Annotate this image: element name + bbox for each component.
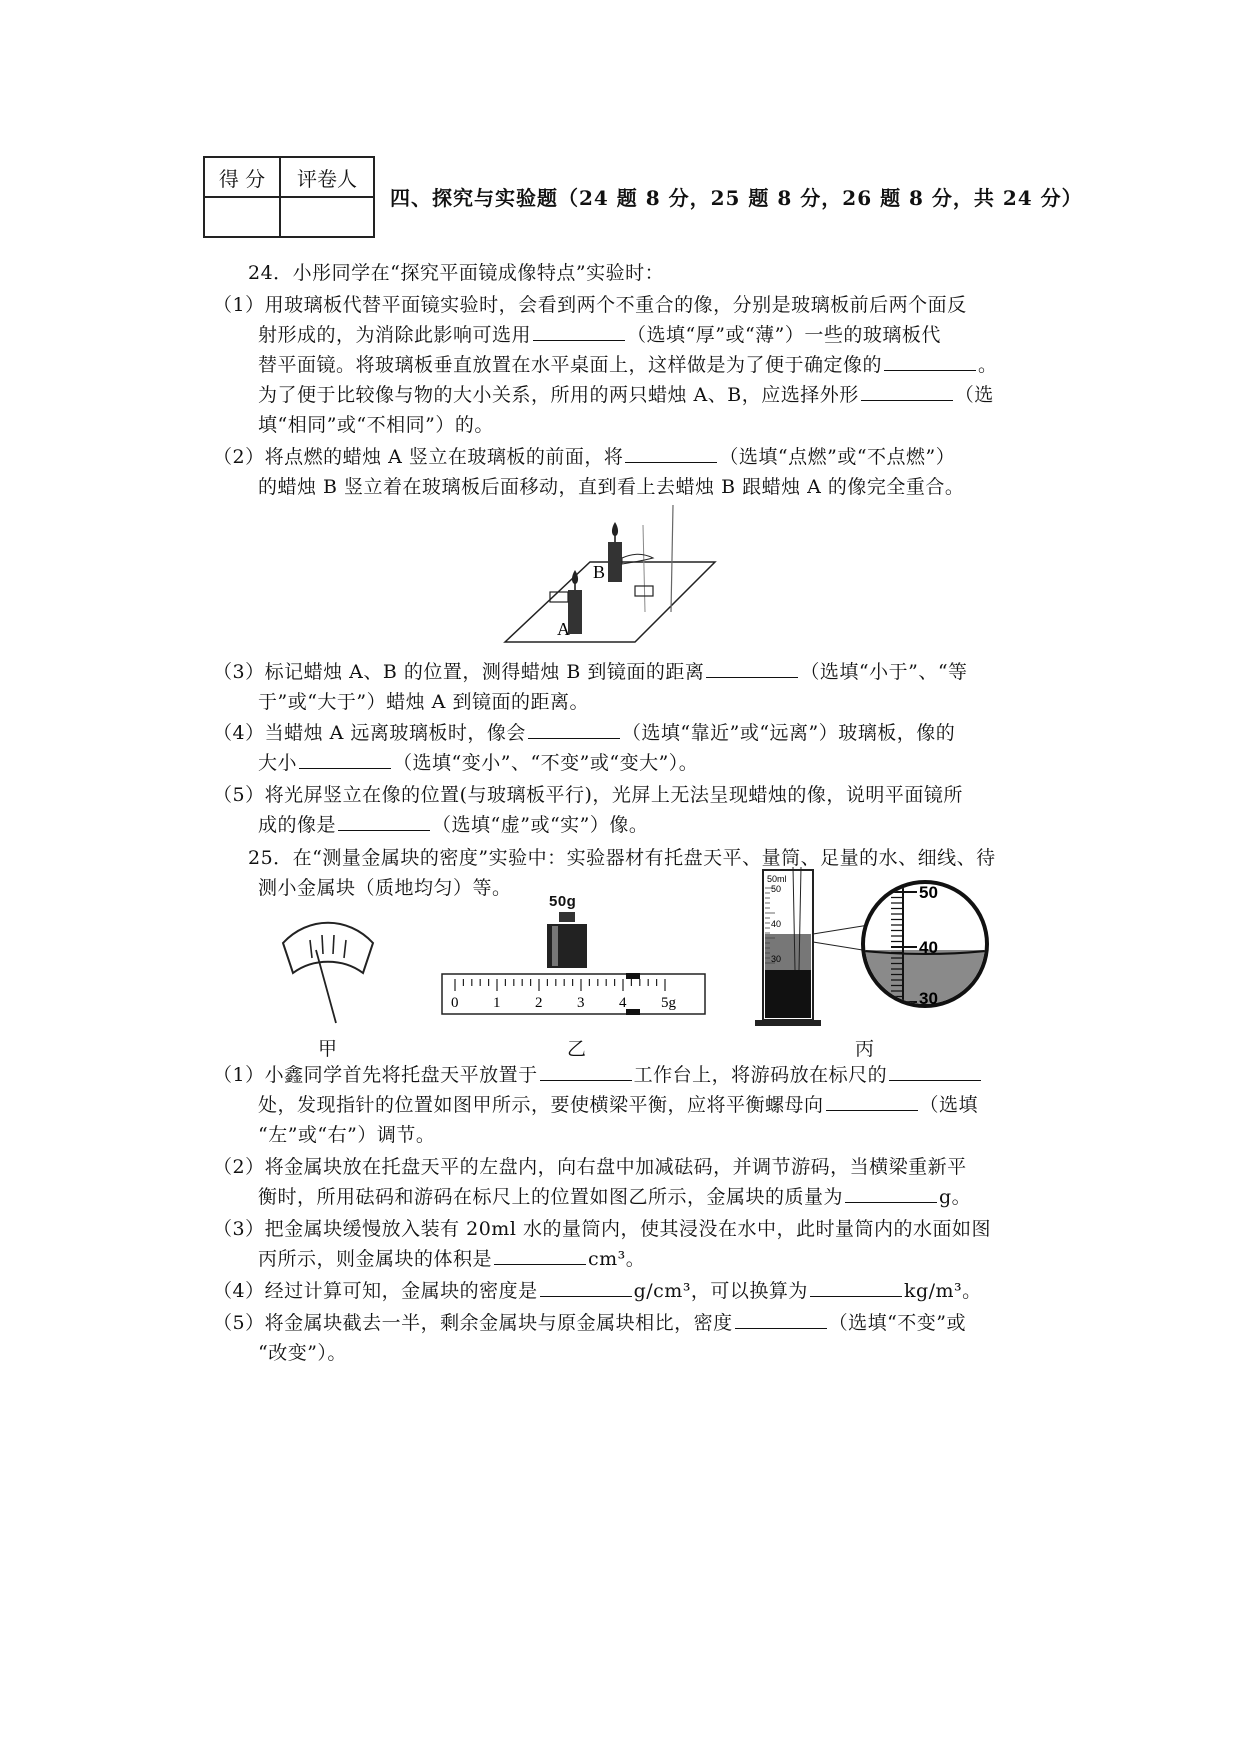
- q24-p3-line1: （3）标记蜡烛 A、B 的位置，测得蜡烛 B 到镜面的距离 （选填“小于”、“等: [213, 661, 968, 683]
- answer-blank[interactable]: [884, 352, 976, 371]
- ruler-tick-label: 3: [577, 995, 585, 1011]
- q25-p1-line3: “左”或“右”）调节。: [258, 1124, 436, 1146]
- ruler-tick-label: 5g: [661, 995, 676, 1011]
- section-title: 四、探究与实验题（24 题 8 分，25 题 8 分，26 题 8 分，共 24 分）: [390, 186, 1083, 210]
- weight-label: 50g: [549, 893, 577, 910]
- q25-intro-line1: 25．在“测量金属块的密度”实验中：实验器材有托盘天平、量筒、足量的水、细线、待: [248, 847, 996, 869]
- figure-label-jia: 甲: [318, 1038, 338, 1060]
- answer-blank[interactable]: [540, 1062, 632, 1081]
- score-box: [203, 156, 375, 238]
- balance-pointer-figure: [278, 918, 378, 1028]
- q25-p1-line1: （1）小鑫同学首先将托盘天平放置于 工作台上，将游码放在标尺的: [213, 1060, 983, 1087]
- q24-p1-line5: 填“相同”或“不相同”）的。: [258, 414, 494, 436]
- answer-blank[interactable]: [861, 382, 953, 401]
- q24-intro: 24．小彤同学在“探究平面镜成像特点”实验时：: [248, 262, 665, 284]
- ruler-tick-label: 1: [493, 995, 501, 1011]
- q25-p5-line2: “改变”）。: [258, 1342, 347, 1364]
- q25-p2-line1: （2）将金属块放在托盘天平的左盘内，向右盘中加减砝码，并调节游码，当横梁重新平: [213, 1156, 967, 1178]
- ruler-tick-label: 4: [619, 995, 627, 1011]
- cylinder-scale-label: 30: [771, 954, 782, 964]
- figure-label-bing: 丙: [855, 1038, 875, 1060]
- answer-blank[interactable]: [889, 1062, 981, 1081]
- graduated-cylinder-figure: [755, 862, 995, 1032]
- answer-blank[interactable]: [845, 1184, 937, 1203]
- q25-p4-line: （4）经过计算可知，金属块的密度是 g/cm³，可以换算为 kg/m³。: [213, 1280, 982, 1302]
- q25-p5-line1: （5）将金属块截去一半，剩余金属块与原金属块相比，密度 （选填“不变”或: [213, 1312, 967, 1334]
- answer-blank[interactable]: [338, 812, 430, 831]
- q24-p2-line2: 的蜡烛 B 竖立着在玻璃板后面移动，直到看上去蜡烛 B 跟蜡烛 A 的像完全重合。: [258, 476, 965, 498]
- cylinder-scale-label: 50: [771, 884, 782, 894]
- q24-p4-line2: 大小 （选填“变小”、“不变”或“变大”）。: [258, 752, 699, 774]
- score-cell: [204, 197, 280, 237]
- answer-blank[interactable]: [540, 1278, 632, 1297]
- ruler-tick-label: 2: [535, 995, 543, 1011]
- candle-b-label: B: [593, 562, 606, 582]
- answer-blank[interactable]: [528, 720, 620, 739]
- q25-p2-line2: 衡时，所用砝码和游码在标尺上的位置如图乙所示，金属块的质量为 g。: [258, 1186, 972, 1208]
- q25-p3-line1: （3）把金属块缓慢放入装有 20ml 水的量筒内，使其浸没在水中，此时量筒内的水面如图: [213, 1218, 991, 1240]
- answer-blank[interactable]: [706, 659, 798, 678]
- q25-p1-line2: 处，发现指针的位置如图甲所示，要使横梁平衡，应将平衡螺母向 （选填: [258, 1094, 979, 1116]
- q24-p2-line1: （2）将点燃的蜡烛 A 竖立在玻璃板的前面，将 （选填“点燃”或“不点燃”）: [213, 446, 956, 468]
- weight-icon: [542, 912, 592, 968]
- zoom-scale-label: 50: [919, 883, 938, 902]
- answer-blank[interactable]: [735, 1310, 827, 1329]
- q24-p5-line1: （5）将光屏竖立在像的位置(与玻璃板平行)，光屏上无法呈现蜡烛的像，说明平面镜所: [213, 784, 963, 806]
- zoom-scale-label: 40: [919, 938, 938, 957]
- cylinder-scale-label: 40: [771, 919, 782, 929]
- answer-blank[interactable]: [494, 1246, 586, 1265]
- zoom-scale-label: 30: [919, 989, 938, 1008]
- grader-cell: [280, 197, 374, 237]
- q24-p1-line3: 替平面镜。将玻璃板垂直放置在水平桌面上，这样做是为了便于确定像的 。: [258, 354, 998, 376]
- cylinder-capacity-label: 50ml: [767, 874, 787, 884]
- candle-a-label: A: [557, 619, 570, 639]
- q24-p1-line4: 为了便于比较像与物的大小关系，所用的两只蜡烛 A、B，应选择外形 （选: [258, 384, 994, 406]
- q24-p1-line2: 射形成的，为消除此影响可选用 （选填“厚”或“薄”）一些的玻璃板代: [258, 324, 941, 346]
- answer-blank[interactable]: [826, 1092, 918, 1111]
- answer-blank[interactable]: [533, 322, 625, 341]
- beam-ruler-figure: [441, 973, 706, 1017]
- score-header: 得 分: [204, 157, 280, 197]
- answer-blank[interactable]: [810, 1278, 902, 1297]
- ruler-tick-label: 0: [451, 995, 459, 1011]
- q24-p3-line2: 于”或“大于”）蜡烛 A 到镜面的距离。: [258, 691, 589, 713]
- q24-p5-line2: 成的像是 （选填“虚”或“实”）像。: [258, 814, 649, 836]
- grader-header: 评卷人: [280, 157, 374, 197]
- q24-p4-line1: （4）当蜡烛 A 远离玻璃板时，像会 （选填“靠近”或“远离”）玻璃板，像的: [213, 722, 956, 744]
- q24-p1-line1: （1）用玻璃板代替平面镜实验时，会看到两个不重合的像，分别是玻璃板前后两个面反: [213, 294, 967, 316]
- answer-blank[interactable]: [625, 444, 717, 463]
- answer-blank[interactable]: [299, 750, 391, 769]
- q25-p3-line2: 丙所示，则金属块的体积是 cm³。: [258, 1248, 646, 1270]
- figure-label-yi: 乙: [567, 1038, 587, 1060]
- q25-intro-line2: 测小金属块（质地均匀）等。: [258, 877, 512, 899]
- mirror-experiment-figure: [495, 500, 735, 650]
